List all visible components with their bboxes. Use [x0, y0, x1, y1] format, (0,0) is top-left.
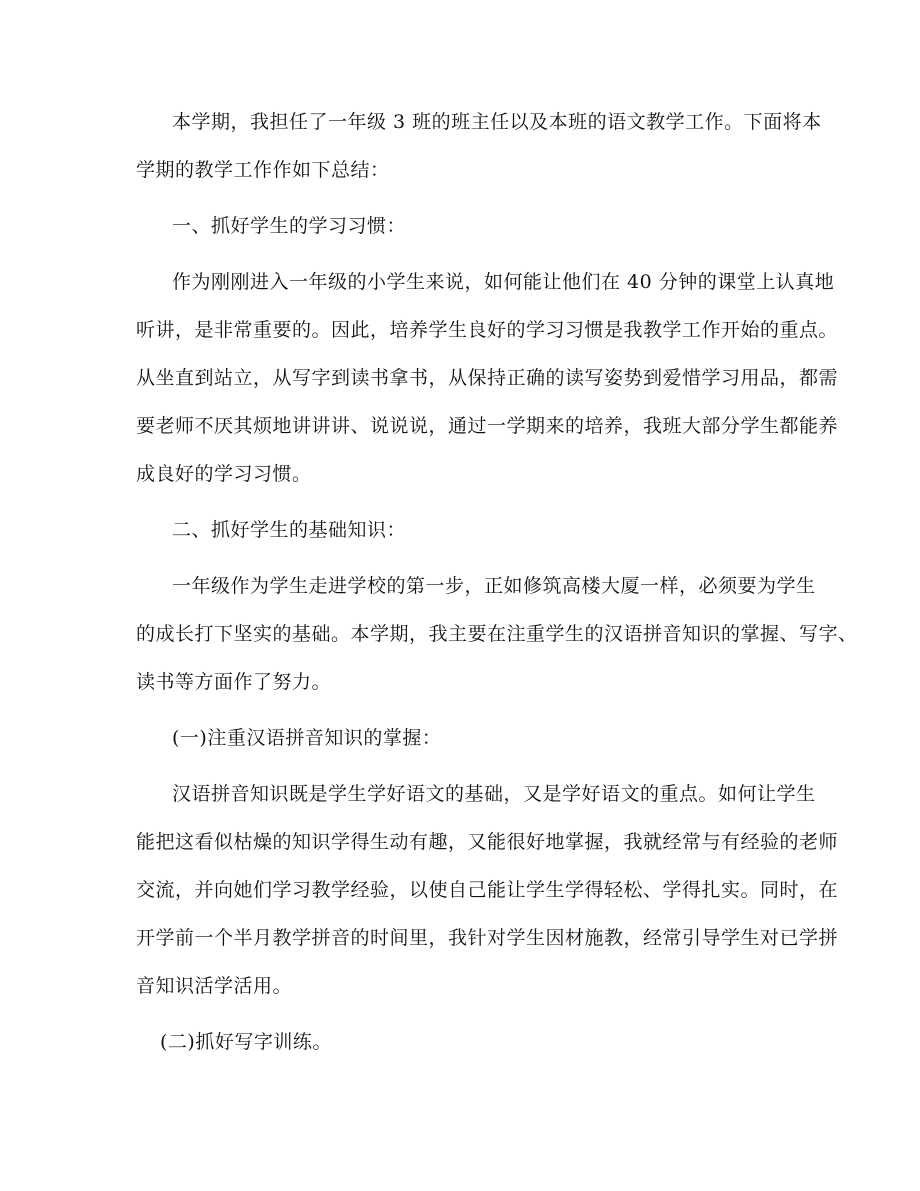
section-heading: 一、抓好学生的学习习惯： — [172, 215, 407, 237]
paragraph-line: 从坐直到站立，从写字到读书拿书，从保持正确的读写姿势到爱惜学习用品，都需 — [136, 367, 839, 389]
section-heading: 二、抓好学生的基础知识： — [172, 519, 407, 541]
paragraph-line: 开学前一个半月教学拼音的时间里，我针对学生因材施教，经常引导学生对已学拼 — [136, 927, 839, 949]
paragraph-line: 汉语拼音知识既是学生学好语文的基础，又是学好语文的重点。如何让学生 — [172, 783, 816, 805]
subsection-heading: (一)注重汉语拼音知识的掌握： — [172, 727, 442, 749]
paragraph-line: 成良好的学习习惯。 — [136, 463, 312, 485]
paragraph-line: 本学期，我担任了一年级 3 班的班主任以及本班的语文教学工作。下面将本 — [172, 111, 822, 133]
subsection-heading: (二)抓好写字训练。 — [160, 1031, 332, 1053]
paragraph-line: 能把这看似枯燥的知识学得生动有趣，又能很好地掌握，我就经常与有经验的老师 — [136, 831, 839, 853]
paragraph-line: 学期的教学工作作如下总结： — [136, 159, 390, 181]
paragraph-line: 一年级作为学生走进学校的第一步，正如修筑高楼大厦一样，必须要为学生 — [172, 575, 816, 597]
paragraph-line: 读书等方面作了努力。 — [136, 671, 332, 693]
paragraph-line: 交流，并向她们学习教学经验，以使自己能让学生学得轻松、学得扎实。同时，在 — [136, 879, 839, 901]
paragraph-line: 的成长打下坚实的基础。本学期，我主要在注重学生的汉语拼音知识的掌握、写字、 — [136, 623, 858, 645]
paragraph-line: 听讲，是非常重要的。因此，培养学生良好的学习习惯是我教学工作开始的重点。 — [136, 319, 839, 341]
paragraph-line: 作为刚刚进入一年级的小学生来说，如何能让他们在 40 分钟的课堂上认真地 — [172, 271, 835, 293]
paragraph-line: 要老师不厌其烦地讲讲讲、说说说，通过一学期来的培养，我班大部分学生都能养 — [136, 415, 839, 437]
paragraph-line: 音知识活学活用。 — [136, 975, 293, 997]
